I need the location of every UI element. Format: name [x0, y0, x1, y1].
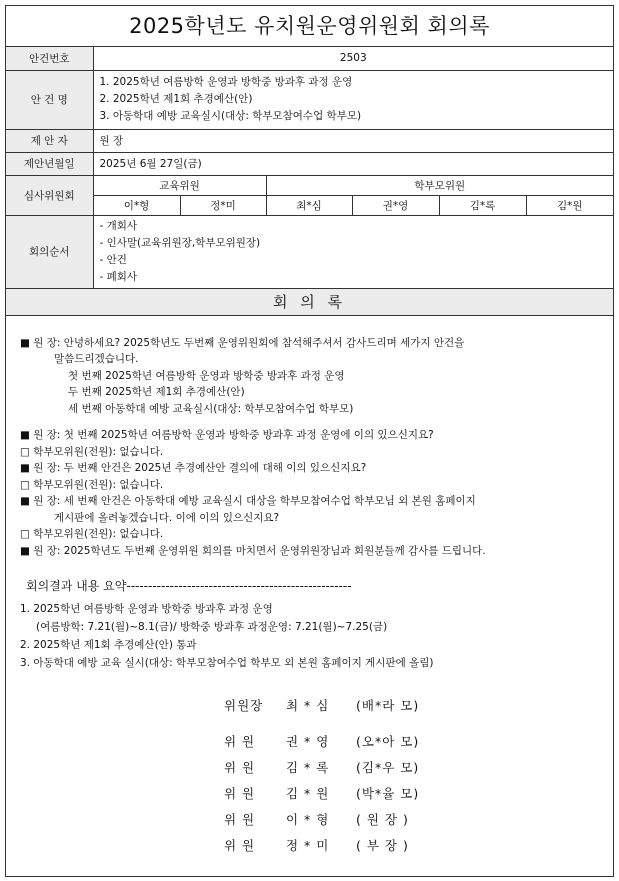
minutes-line: ■ 원 장: 세 번째 안건은 아동학대 예방 교육실시 대상을 학부모참여수업 학부모님 외 본원 홈페이지 [20, 495, 476, 507]
teacher-group-label: 교육위원 [93, 175, 266, 195]
signature-role: 위 원 [224, 786, 256, 801]
signature-name: 정 * 미 [286, 838, 330, 853]
parent-member: 권*영 [352, 195, 439, 215]
signature-role: 위 원 [224, 760, 256, 775]
paragraph-gap [20, 417, 599, 427]
signature-note: ( 원 장 ) [356, 812, 409, 827]
signature-name: 김 * 원 [286, 786, 330, 801]
signature-name: 권 * 영 [286, 734, 330, 749]
minutes-line: 첫 번째 2025학년 여름방학 운영과 방학중 방과후 과정 운영 [68, 369, 345, 382]
minutes-line: □ 학부모위원(전원): 없습니다. [20, 478, 164, 491]
summary-item-1-detail: (여름방학: 7.21(월)~8.1(금)/ 방학중 방과후 과정운영: 7.21(월)~7.25(금) [36, 621, 388, 633]
minutes-line: ■ 원 장: 첫 번째 2025학년 여름방학 운영과 방학중 방과후 과정 운영에 이의 있으신지요? [20, 429, 434, 441]
signature-row [224, 810, 409, 828]
teacher-member: 정*미 [180, 195, 266, 215]
minutes-line: 세 번째 아동학대 예방 교육실시(대상: 학부모참여수업 학부모) [68, 402, 354, 415]
signature-role: 위 원 [224, 838, 256, 853]
signature-row [224, 696, 419, 714]
document-title: 2025학년도 유치원운영위원회 회의록 [6, 6, 613, 47]
agenda-title-label: 안 건 명 [6, 70, 93, 129]
signature-role: 위 원 [224, 734, 256, 749]
signature-name: 최 * 심 [286, 698, 330, 713]
minutes-lines [20, 335, 599, 560]
summary-item-3: 3. 아동학대 예방 교육 실시(대상: 학부모참여수업 학부모 외 본원 홈페이지 게시판에 올림) [20, 657, 434, 669]
minutes-line: ■ 원 장: 두 번째 안건은 2025년 추경예산안 결의에 대해 이의 있으신지요? [20, 462, 367, 474]
agenda-items [93, 70, 613, 129]
signature-row [224, 758, 419, 776]
signature-note: (박*율 모) [356, 786, 420, 801]
summary-item-1: 1. 2025학년 여름방학 운영과 방학중 방과후 과정 운영 [20, 603, 273, 615]
minutes-line: ■ 원 장: 2025학년도 두번째 운영위원 회의를 마치면서 운영위원장님과 회원분들께 감사를 드립니다. [20, 544, 486, 557]
parent-member: 최*심 [266, 195, 352, 215]
minutes-line: □ 학부모위원(전원): 없습니다. [20, 528, 164, 540]
order-item: - 인사말(교육위원장,학부모위원장) [99, 236, 261, 249]
agenda-item: 3. 아동학대 예방 교육실시(대상: 학부모참여수업 학부모) [99, 110, 362, 122]
summary-item-2: 2. 2025학년 제1회 추경예산(안) 통과 [20, 639, 197, 651]
minutes-line: 게시판에 올려놓겠습니다. 이에 이의 있으신지요? [54, 511, 280, 524]
proposer-value: 원 장 [93, 129, 613, 152]
minutes-line: ■ 원 장: 안녕하세요? 2025학년도 두번째 운영위원회에 참석해주셔서 감사드리며 세가지 안건을 [20, 336, 465, 349]
signature-row [224, 732, 419, 750]
agenda-item: 2. 2025학년 제1회 추경예산(안) [99, 93, 253, 105]
signature-note: ( 부 장 ) [356, 838, 409, 853]
proposer-label: 제 안 자 [6, 129, 93, 152]
signature-note: (김*우 모) [356, 760, 420, 775]
agenda-no-value: 2503 [93, 47, 613, 70]
signature-name: 이 * 형 [286, 812, 330, 827]
minutes-line: 말씀드리겠습니다. [54, 353, 139, 365]
minutes-document [5, 5, 614, 877]
teacher-member: 이*형 [93, 195, 180, 215]
parent-member: 김*록 [439, 195, 526, 215]
order-item: - 개회사 [99, 219, 138, 232]
date-label: 제안년월일 [6, 152, 93, 175]
minutes-line: □ 학부모위원(전원): 없습니다. [20, 445, 164, 458]
meeting-order-items [93, 215, 613, 288]
signature-row [224, 836, 409, 854]
signature-note: (배*라 모) [356, 698, 420, 713]
order-item: - 안건 [99, 253, 127, 266]
meeting-order-label: 회의순서 [6, 215, 93, 288]
minutes-body [6, 316, 613, 673]
agenda-item: 1. 2025학년 여름방학 운영과 방학중 방과후 과정 운영 [99, 76, 353, 88]
summary-title: 회의결과 내용 요약---------------------------------------------------- [26, 579, 352, 593]
date-value: 2025년 6월 27일(금) [93, 152, 613, 175]
parent-group-label: 학부모위원 [266, 175, 613, 195]
parent-member: 김*원 [526, 195, 613, 215]
signature-name: 김 * 록 [286, 760, 330, 775]
agenda-info-table [6, 47, 613, 289]
committee-label: 심사위원회 [6, 175, 93, 215]
order-item: - 폐회사 [99, 270, 138, 283]
signature-note: (오*아 모) [356, 734, 420, 749]
agenda-no-label: 안건번호 [6, 47, 93, 70]
signature-row [224, 784, 419, 802]
signature-role: 위원장 [224, 698, 264, 713]
minutes-line: 두 번째 2025학년 제1회 추경예산(안) [68, 386, 245, 398]
minutes-heading: 회 의 록 [6, 288, 613, 316]
signature-role: 위 원 [224, 812, 256, 827]
